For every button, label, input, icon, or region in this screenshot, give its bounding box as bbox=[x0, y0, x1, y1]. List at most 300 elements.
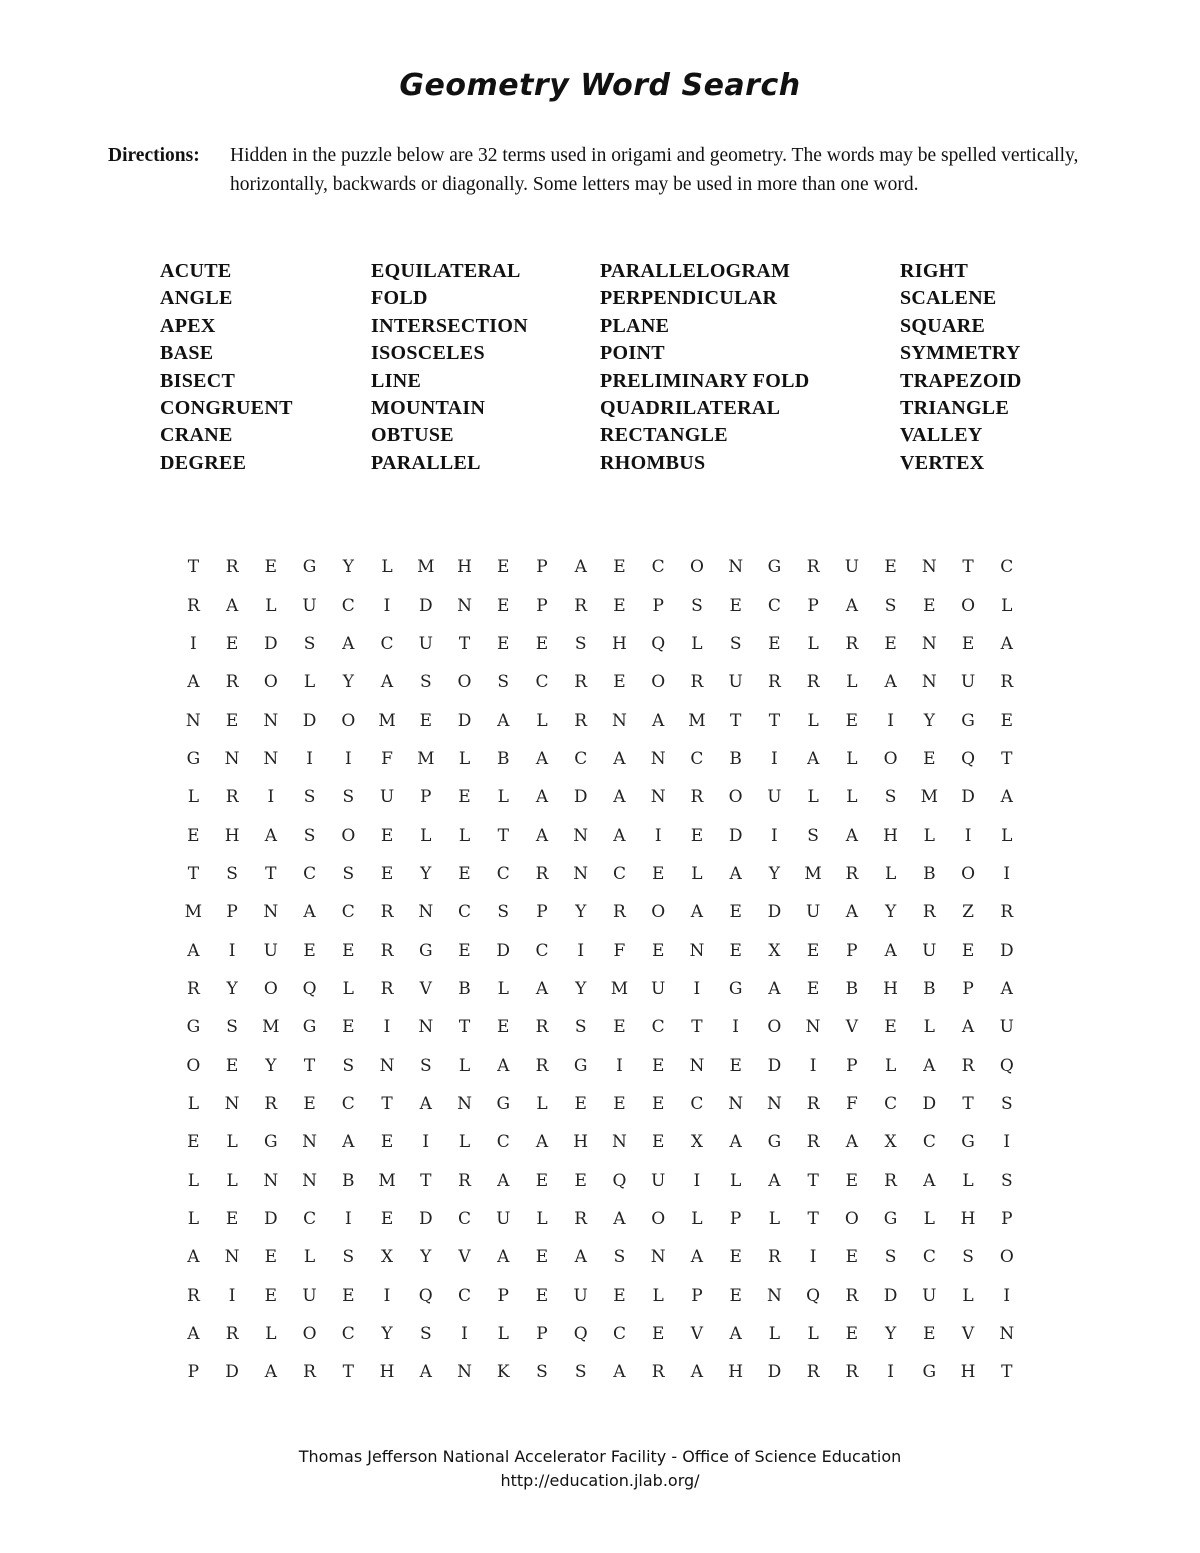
grid-cell: A bbox=[187, 1247, 200, 1268]
grid-cell: S bbox=[691, 595, 703, 616]
grid-cell: E bbox=[497, 595, 510, 616]
grid-cell: N bbox=[612, 1132, 627, 1153]
grid-cell: A bbox=[884, 940, 897, 961]
grid-cell: L bbox=[730, 1170, 742, 1191]
grid-row bbox=[174, 1162, 1026, 1200]
grid-cell: D bbox=[728, 825, 743, 846]
grid-cell: N bbox=[457, 595, 472, 616]
grid-row bbox=[174, 893, 1026, 931]
grid-cell: H bbox=[960, 1209, 976, 1230]
grid-cell: G bbox=[922, 1362, 937, 1383]
grid-cell: L bbox=[923, 1017, 935, 1038]
grid-cell: L bbox=[497, 1324, 509, 1345]
grid-cell: E bbox=[651, 1093, 665, 1114]
grid-cell: E bbox=[845, 1324, 859, 1345]
grid-cell: I bbox=[383, 1017, 391, 1038]
grid-cell: A bbox=[497, 1170, 510, 1191]
grid-cell: R bbox=[767, 672, 781, 693]
directions-text: Hidden in the puzzle below are 32 terms used in origami and geometry. The words may be spelled vertically, horizontally, backwards or diagonally. Some letters may be used in more than one word. bbox=[230, 145, 1079, 195]
grid-cell: Q bbox=[999, 1055, 1014, 1076]
grid-row bbox=[174, 1200, 1026, 1238]
grid-cell: T bbox=[458, 633, 471, 654]
grid-cell: N bbox=[921, 672, 937, 693]
word-list-item: QUADRILATERAL bbox=[600, 396, 781, 419]
grid-cell: Y bbox=[768, 863, 780, 884]
grid-cell: U bbox=[922, 1285, 937, 1306]
grid-cell: N bbox=[263, 748, 279, 769]
grid-cell: E bbox=[574, 1093, 587, 1114]
grid-cell: G bbox=[728, 978, 743, 999]
grid-cell: C bbox=[341, 595, 355, 616]
grid-cell: L bbox=[962, 1170, 974, 1191]
grid-cell: U bbox=[728, 672, 743, 693]
grid-cell: N bbox=[728, 1093, 744, 1114]
word-list-item: RIGHT bbox=[900, 260, 969, 282]
grid-row bbox=[174, 1353, 1026, 1391]
word-list-item: ISOSCELES bbox=[371, 342, 485, 365]
grid-cell: E bbox=[651, 1324, 665, 1345]
word-list-item: DEGREE bbox=[160, 451, 247, 474]
grid-cell: T bbox=[962, 1093, 974, 1114]
word-list-item: RECTANGLE bbox=[600, 424, 728, 447]
grid-cell: I bbox=[228, 1285, 236, 1306]
word-list-item: PERPENDICULAR bbox=[600, 287, 778, 310]
grid-cell: A bbox=[729, 1132, 742, 1153]
grid-cell: D bbox=[264, 633, 278, 654]
grid-cell: I bbox=[771, 748, 778, 769]
grid-cell: A bbox=[419, 1093, 432, 1114]
grid-cell: X bbox=[380, 1247, 394, 1268]
grid-cell: A bbox=[884, 672, 897, 693]
grid-cell: L bbox=[807, 787, 819, 808]
grid-cell: O bbox=[689, 557, 704, 578]
grid-cell: E bbox=[845, 1247, 859, 1268]
grid-cell: U bbox=[263, 940, 278, 961]
grid-cell: E bbox=[380, 1209, 394, 1230]
grid-cell: G bbox=[264, 1132, 278, 1153]
grid-cell: D bbox=[999, 940, 1014, 961]
grid-cell: A bbox=[729, 1324, 742, 1345]
grid-cell: N bbox=[728, 557, 744, 578]
grid-cell: I bbox=[771, 825, 778, 846]
grid-cell: N bbox=[224, 748, 240, 769]
grid-cell: S bbox=[342, 787, 355, 808]
word-column bbox=[900, 258, 1022, 477]
grid-cell: Y bbox=[884, 1324, 897, 1345]
grid-cell: P bbox=[691, 1285, 703, 1306]
grid-cell: N bbox=[418, 902, 434, 923]
grid-cell: E bbox=[923, 595, 936, 616]
grid-cell: Y bbox=[884, 902, 897, 923]
grid-cell: A bbox=[303, 902, 316, 923]
grid-cell: R bbox=[264, 1093, 278, 1114]
grid-cell: R bbox=[574, 672, 588, 693]
grid-cell: T bbox=[768, 710, 781, 731]
grid-cell: T bbox=[807, 1170, 819, 1191]
grid-cell: A bbox=[187, 672, 200, 693]
grid-cell: X bbox=[768, 940, 781, 961]
grid-cell: S bbox=[574, 1017, 587, 1038]
grid-cell: D bbox=[767, 1055, 782, 1076]
grid-cell: R bbox=[845, 633, 859, 654]
grid-cell: A bbox=[574, 1247, 587, 1268]
grid-cell: O bbox=[302, 1324, 317, 1345]
grid-cell: E bbox=[380, 825, 394, 846]
grid-cell: R bbox=[806, 1093, 820, 1114]
grid-cell: T bbox=[1001, 1362, 1013, 1383]
grid-cell: S bbox=[962, 1247, 974, 1268]
grid-cell: L bbox=[497, 978, 509, 999]
grid-cell: F bbox=[845, 1093, 858, 1114]
grid-cell: E bbox=[651, 863, 665, 884]
grid-cell: N bbox=[224, 1093, 240, 1114]
grid-cell: E bbox=[264, 1247, 278, 1268]
grid-cell: E bbox=[225, 710, 239, 731]
grid-cell: I bbox=[1003, 1285, 1011, 1306]
grid-cell: E bbox=[264, 1285, 278, 1306]
grid-cell: P bbox=[536, 595, 548, 616]
grid-cell: Q bbox=[573, 1324, 588, 1345]
grid-cell: E bbox=[264, 557, 278, 578]
grid-cell: T bbox=[729, 710, 742, 731]
grid-cell: N bbox=[573, 863, 589, 884]
grid-cell: S bbox=[729, 633, 742, 654]
grid-cell: C bbox=[651, 1017, 665, 1038]
grid-cell: L bbox=[187, 1170, 200, 1191]
grid-cell: I bbox=[228, 940, 236, 961]
grid-cell: T bbox=[303, 1055, 316, 1076]
grid-cell: E bbox=[535, 1247, 549, 1268]
grid-cell: L bbox=[884, 1055, 897, 1076]
grid-cell: P bbox=[729, 1209, 742, 1230]
grid-cell: C bbox=[922, 1132, 936, 1153]
grid-cell: U bbox=[844, 557, 860, 578]
grid-cell: L bbox=[303, 1247, 316, 1268]
grid-cell: R bbox=[535, 863, 549, 884]
grid-cell: L bbox=[381, 557, 393, 578]
grid-cell: Y bbox=[342, 672, 354, 693]
grid-cell: L bbox=[884, 863, 897, 884]
word-list-item: SYMMETRY bbox=[900, 342, 1021, 365]
grid-cell: O bbox=[999, 1247, 1014, 1268]
grid-cell: B bbox=[923, 978, 936, 999]
grid-cell: E bbox=[458, 863, 471, 884]
grid-cell: P bbox=[536, 1324, 548, 1345]
grid-cell: N bbox=[650, 787, 666, 808]
grid-cell: R bbox=[806, 557, 820, 578]
grid-cell: G bbox=[186, 748, 201, 769]
grid-cell: G bbox=[302, 557, 317, 578]
grid-cell: R bbox=[535, 1017, 549, 1038]
grid-cell: U bbox=[651, 978, 666, 999]
grid-cell: E bbox=[729, 1055, 742, 1076]
grid-cell: E bbox=[535, 633, 549, 654]
grid-cell: L bbox=[187, 1093, 200, 1114]
grid-cell: Q bbox=[612, 1170, 627, 1191]
grid-cell: I bbox=[1003, 863, 1011, 884]
grid-cell: N bbox=[302, 1132, 317, 1153]
grid-cell: N bbox=[263, 710, 279, 731]
grid-cell: T bbox=[420, 1170, 432, 1191]
grid-cell: E bbox=[458, 787, 471, 808]
grid-cell: P bbox=[846, 940, 858, 961]
grid-cell: Q bbox=[651, 633, 666, 654]
grid-cell: E bbox=[884, 1017, 897, 1038]
grid-cell: D bbox=[418, 1209, 433, 1230]
grid-cell: A bbox=[342, 1132, 355, 1153]
grid-cell: C bbox=[884, 1093, 898, 1114]
grid-cell: A bbox=[806, 748, 820, 769]
grid-cell: E bbox=[729, 1285, 742, 1306]
grid-cell: H bbox=[883, 825, 898, 846]
grid-cell: M bbox=[378, 710, 396, 731]
grid-cell: E bbox=[845, 710, 859, 731]
word-list-item: VERTEX bbox=[900, 451, 985, 474]
word-list-item: PLANE bbox=[600, 314, 670, 337]
grid-cell: Z bbox=[962, 902, 974, 923]
grid-cell: I bbox=[422, 1132, 430, 1153]
grid-cell: R bbox=[845, 1362, 859, 1383]
word-list-item: ANGLE bbox=[160, 287, 233, 310]
grid-cell: R bbox=[535, 1055, 549, 1076]
word-list-item: POINT bbox=[600, 342, 665, 365]
word-list-item: PRELIMINARY FOLD bbox=[600, 369, 810, 392]
grid-cell: S bbox=[226, 863, 238, 884]
grid-cell: S bbox=[497, 902, 510, 923]
grid-cell: E bbox=[303, 940, 316, 961]
grid-row bbox=[174, 816, 1026, 854]
grid-cell: P bbox=[187, 1362, 200, 1383]
grid-cell: E bbox=[884, 633, 897, 654]
grid-cell: E bbox=[187, 1132, 200, 1153]
grid-cell: R bbox=[651, 1362, 665, 1383]
grid-row bbox=[174, 701, 1026, 739]
grid-cell: A bbox=[1000, 787, 1013, 808]
grid-row bbox=[174, 586, 1026, 624]
word-list-item: LINE bbox=[371, 369, 422, 392]
grid-cell: M bbox=[417, 557, 435, 578]
word-list-item: SQUARE bbox=[900, 314, 986, 337]
grid-cell: E bbox=[574, 1170, 587, 1191]
grid-cell: T bbox=[962, 557, 974, 578]
grid-cell: B bbox=[845, 978, 859, 999]
footer bbox=[0, 1445, 1200, 1493]
grid-cell: U bbox=[302, 1285, 317, 1306]
word-list-item: INTERSECTION bbox=[371, 314, 528, 337]
directions-label: Directions: bbox=[108, 145, 200, 166]
grid-cell: C bbox=[380, 633, 394, 654]
grid-cell: S bbox=[419, 672, 432, 693]
word-search-grid bbox=[174, 548, 1026, 1392]
grid-cell: T bbox=[342, 1362, 354, 1383]
grid-cell: D bbox=[883, 1285, 898, 1306]
grid-cell: A bbox=[535, 1132, 549, 1153]
grid-cell: A bbox=[419, 1362, 432, 1383]
grid-cell: H bbox=[612, 633, 627, 654]
grid-cell: C bbox=[458, 1285, 472, 1306]
grid-cell: U bbox=[651, 1170, 666, 1191]
word-list-item: BISECT bbox=[160, 369, 236, 392]
grid-cell: E bbox=[768, 633, 781, 654]
grid-cell: C bbox=[922, 1247, 936, 1268]
grid-cell: I bbox=[461, 1324, 468, 1345]
grid-cell: D bbox=[496, 940, 511, 961]
grid-cell: R bbox=[225, 672, 239, 693]
grid-cell: L bbox=[342, 978, 354, 999]
grid-cell: A bbox=[535, 825, 549, 846]
grid-cell: A bbox=[768, 1170, 781, 1191]
grid-cell: C bbox=[458, 1209, 472, 1230]
grid-cell: O bbox=[883, 748, 898, 769]
grid-cell: L bbox=[807, 633, 819, 654]
grid-cell: D bbox=[767, 902, 782, 923]
grid-cell: A bbox=[768, 978, 781, 999]
grid-cell: U bbox=[573, 1285, 588, 1306]
grid-cell: P bbox=[807, 595, 819, 616]
grid-cell: A bbox=[187, 940, 200, 961]
grid-cell: R bbox=[845, 863, 859, 884]
grid-cell: N bbox=[921, 633, 937, 654]
grid-cell: R bbox=[458, 1170, 471, 1191]
grid-cell: L bbox=[265, 1324, 277, 1345]
grid-cell: R bbox=[922, 902, 936, 923]
grid-cell: I bbox=[1003, 1132, 1011, 1153]
word-list-item: FOLD bbox=[371, 287, 428, 310]
grid-cell: G bbox=[767, 1132, 782, 1153]
grid-cell: O bbox=[651, 672, 666, 693]
grid-cell: A bbox=[845, 825, 858, 846]
grid-cell: R bbox=[574, 595, 588, 616]
grid-cell: Q bbox=[961, 748, 976, 769]
grid-cell: S bbox=[342, 1055, 355, 1076]
grid-cell: A bbox=[535, 787, 549, 808]
grid-cell: L bbox=[1001, 595, 1013, 616]
grid-cell: V bbox=[845, 1017, 858, 1038]
grid-cell: N bbox=[418, 1017, 434, 1038]
grid-cell: S bbox=[303, 633, 316, 654]
grid-cell: L bbox=[846, 787, 858, 808]
grid-cell: L bbox=[768, 1324, 781, 1345]
grid-row bbox=[174, 1046, 1026, 1084]
grid-cell: E bbox=[651, 1132, 665, 1153]
grid-cell: M bbox=[378, 1170, 396, 1191]
grid-cell: E bbox=[458, 940, 471, 961]
grid-cell: D bbox=[961, 787, 975, 808]
grid-cell: O bbox=[844, 1209, 859, 1230]
grid-cell: B bbox=[729, 748, 742, 769]
grid-row bbox=[174, 778, 1026, 816]
grid-cell: V bbox=[690, 1324, 704, 1345]
grid-cell: U bbox=[496, 1209, 511, 1230]
grid-cell: N bbox=[457, 1362, 472, 1383]
grid-cell: L bbox=[652, 1285, 664, 1306]
grid-cell: E bbox=[613, 595, 626, 616]
grid-cell: E bbox=[613, 1017, 626, 1038]
grid-cell: R bbox=[767, 1247, 781, 1268]
grid-cell: R bbox=[1000, 672, 1014, 693]
grid-cell: U bbox=[999, 1017, 1014, 1038]
grid-cell: S bbox=[303, 787, 316, 808]
grid-cell: U bbox=[379, 787, 395, 808]
grid-cell: R bbox=[574, 1209, 588, 1230]
grid-cell: L bbox=[691, 633, 703, 654]
grid-cell: L bbox=[226, 1170, 238, 1191]
grid-row bbox=[174, 1008, 1026, 1046]
grid-cell: A bbox=[845, 1132, 858, 1153]
word-list-item: PARALLELOGRAM bbox=[600, 260, 791, 282]
grid-cell: A bbox=[1000, 633, 1013, 654]
grid-cell: L bbox=[807, 1324, 819, 1345]
grid-cell: A bbox=[923, 1170, 936, 1191]
grid-cell: R bbox=[613, 902, 626, 923]
grid-cell: G bbox=[961, 1132, 975, 1153]
grid-cell: U bbox=[922, 940, 937, 961]
grid-cell: N bbox=[263, 1170, 279, 1191]
grid-cell: E bbox=[497, 557, 510, 578]
grid-cell: A bbox=[264, 825, 277, 846]
grid-cell: I bbox=[693, 978, 701, 999]
word-list-item: PARALLEL bbox=[371, 451, 481, 474]
grid-cell: S bbox=[536, 1362, 548, 1383]
grid-cell: A bbox=[961, 1017, 975, 1038]
grid-cell: G bbox=[961, 710, 975, 731]
grid-cell: C bbox=[612, 863, 626, 884]
word-list-item: TRAPEZOID bbox=[900, 369, 1022, 392]
grid-cell: C bbox=[496, 863, 510, 884]
grid-cell: I bbox=[267, 787, 275, 808]
grid-cell: E bbox=[729, 902, 742, 923]
grid-cell: R bbox=[303, 1362, 316, 1383]
word-list-item: CONGRUENT bbox=[160, 396, 293, 419]
grid-cell: E bbox=[613, 1285, 626, 1306]
grid-cell: S bbox=[342, 1247, 355, 1268]
grid-cell: Y bbox=[265, 1055, 277, 1076]
grid-cell: X bbox=[884, 1132, 897, 1153]
grid-cell: I bbox=[577, 940, 585, 961]
grid-cell: A bbox=[845, 595, 858, 616]
grid-cell: M bbox=[262, 1017, 280, 1038]
grid-cell: T bbox=[381, 1093, 393, 1114]
grid-cell: E bbox=[729, 1247, 742, 1268]
grid-cell: N bbox=[573, 825, 589, 846]
grid-cell: N bbox=[921, 557, 937, 578]
grid-cell: H bbox=[457, 557, 472, 578]
grid-cell: H bbox=[224, 825, 240, 846]
grid-cell: I bbox=[654, 825, 662, 846]
grid-cell: M bbox=[610, 978, 629, 999]
grid-cell: L bbox=[187, 1209, 200, 1230]
grid-cell: C bbox=[303, 863, 317, 884]
grid-cell: I bbox=[887, 1362, 894, 1383]
grid-cell: Y bbox=[923, 710, 935, 731]
word-list-item: TRIANGLE bbox=[900, 396, 1010, 419]
grid-cell: L bbox=[458, 1055, 471, 1076]
grid-cell: L bbox=[846, 748, 858, 769]
grid-row bbox=[174, 855, 1026, 893]
grid-cell: L bbox=[303, 672, 316, 693]
grid-cell: R bbox=[1000, 902, 1014, 923]
grid-cell: E bbox=[303, 1093, 316, 1114]
grid-cell: P bbox=[536, 902, 548, 923]
grid-cell: O bbox=[651, 902, 666, 923]
grid-cell: I bbox=[693, 1170, 701, 1191]
grid-row bbox=[174, 625, 1026, 663]
grid-cell: I bbox=[887, 710, 894, 731]
word-list-item: VALLEY bbox=[900, 424, 983, 447]
grid-cell: A bbox=[342, 633, 355, 654]
grid-cell: R bbox=[186, 1285, 200, 1306]
grid-cell: A bbox=[225, 595, 239, 616]
